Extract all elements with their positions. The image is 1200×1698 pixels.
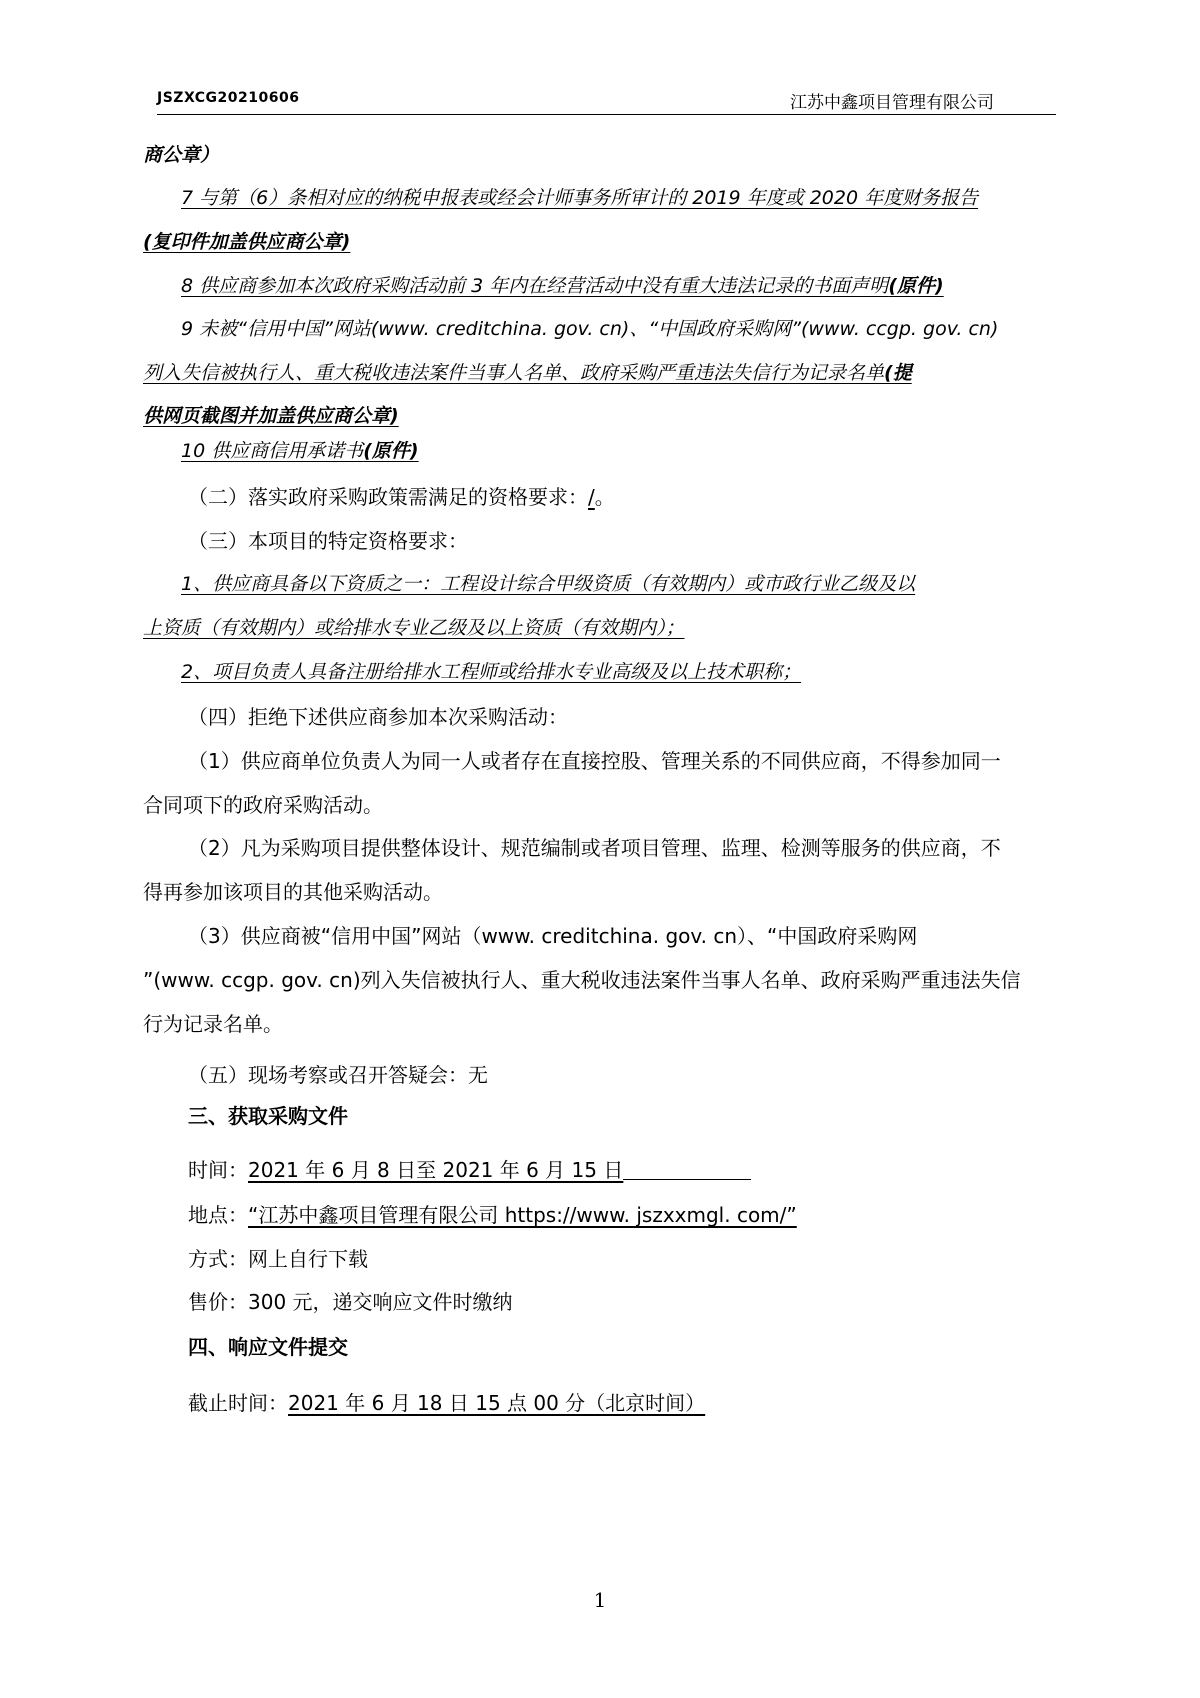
section2-label: （二）落实政府采购政策需满足的资格要求： — [188, 485, 588, 509]
rule2-line2: 得再参加该项目的其他采购活动。 — [143, 880, 443, 904]
time-blank-underline — [623, 1161, 751, 1180]
heading-obtain-documents: 三、获取采购文件 — [188, 1104, 348, 1128]
company-name: 江苏中鑫项目管理有限公司 — [790, 93, 994, 113]
place-label: 地点： — [188, 1203, 248, 1227]
requirement1-line2: 上资质（有效期内）或给排水专业乙级及以上资质（有效期内）； — [143, 617, 685, 639]
section2-value: / — [588, 485, 595, 509]
item10-line — [181, 442, 419, 461]
item9-line2 — [143, 364, 912, 383]
section3-line: （三）本项目的特定资格要求： — [188, 529, 468, 553]
section4-line: （四）拒绝下述供应商参加本次采购活动： — [188, 705, 568, 729]
section2-period: 。 — [594, 485, 615, 509]
rule3-line2: ”(www. ccgp. gov. cn)列入失信被执行人、重大税收违法案件当事人名单、政府采购严重违法失信 — [143, 968, 1021, 992]
time-label: 时间： — [188, 1158, 248, 1182]
deadline-label: 截止时间： — [188, 1391, 288, 1415]
page-header — [157, 88, 1056, 115]
place-line — [188, 1205, 797, 1225]
time-value: 2021 年 6 月 8 日至 2021 年 6 月 15 日 — [248, 1158, 624, 1182]
price-line: 售价：300 元，递交响应文件时缴纳 — [188, 1290, 513, 1314]
item9-line2-bold: (提 — [884, 362, 912, 384]
item10-original-tag: (原件) — [363, 440, 419, 462]
item6-tail: 商公章） — [143, 144, 220, 166]
item7-line1: 7 与第（6）条相对应的纳税申报表或经会计师事务所审计的 2019 年度或 2020 年度财务报告 — [181, 187, 979, 209]
item8-text: 8 供应商参加本次政府采购活动前 3 年内在经营活动中没有重大违法记录的书面声明 — [181, 275, 889, 297]
section2-line — [188, 487, 615, 507]
item10-text: 10 供应商信用承诺书 — [181, 440, 364, 462]
item8-line — [181, 277, 944, 296]
rule1-line2: 合同项下的政府采购活动。 — [143, 793, 383, 817]
time-line — [188, 1160, 751, 1180]
method-line: 方式：网上自行下载 — [188, 1247, 368, 1271]
item9-line1: 9 未被“信用中国”网站(www. creditchina. gov. cn)、“中国政府采购网”(www. ccgp. gov. cn) — [181, 318, 999, 340]
place-value: “江苏中鑫项目管理有限公司 https://www. jszxxmgl. com/” — [248, 1203, 797, 1227]
rule1-line1: （1）供应商单位负责人为同一人或者存在直接控股、管理关系的不同供应商，不得参加同一 — [188, 749, 1001, 773]
heading-submit-response: 四、响应文件提交 — [188, 1335, 348, 1359]
deadline-line — [188, 1393, 705, 1413]
requirement2-line: 2、项目负责人具备注册给排水工程师或给排水专业高级及以上技术职称； — [181, 661, 802, 683]
document-code: JSZXCG20210606 — [157, 90, 300, 106]
item9-line3: 供网页截图并加盖供应商公章) — [143, 405, 399, 427]
page-number: 1 — [593, 1588, 607, 1612]
item8-original-tag: (原件) — [888, 275, 944, 297]
rule3-line3: 行为记录名单。 — [143, 1012, 283, 1036]
item7-line2: (复印件加盖供应商公章) — [143, 231, 351, 253]
requirement1-line1: 1、供应商具备以下资质之一：工程设计综合甲级资质（有效期内）或市政行业乙级及以 — [181, 573, 916, 595]
section5-line: （五）现场考察或召开答疑会：无 — [188, 1063, 488, 1087]
rule3-line1: （3）供应商被“信用中国”网站（www. creditchina. gov. cn）、“中国政府采购网 — [188, 924, 918, 948]
deadline-value: 2021 年 6 月 18 日 15 点 00 分（北京时间） — [288, 1391, 706, 1415]
item9-line2-text: 列入失信被执行人、重大税收违法案件当事人名单、政府采购严重违法失信行为记录名单 — [143, 362, 885, 384]
rule2-line1: （2）凡为采购项目提供整体设计、规范编制或者项目管理、监理、检测等服务的供应商，不 — [188, 836, 1001, 860]
